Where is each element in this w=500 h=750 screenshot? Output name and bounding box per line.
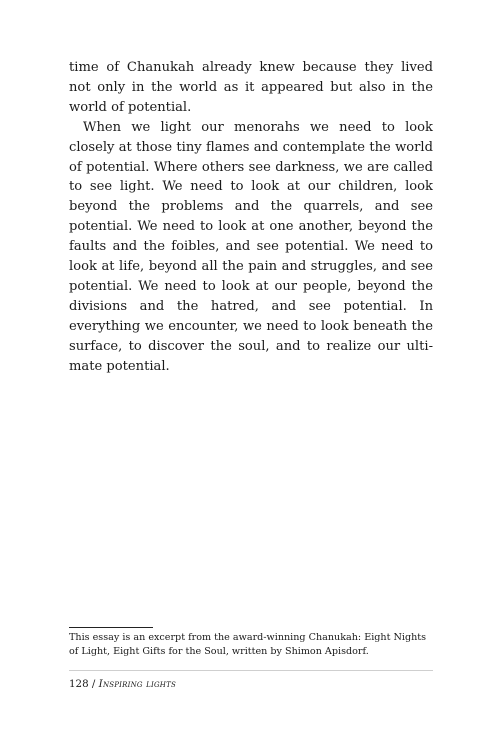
page-number: 128 <box>69 678 89 690</box>
footnote-divider <box>69 627 153 628</box>
body-paragraph-menorahs: When we light our menorahs we need to look closely at those tiny flames and contemplate the world of potential. Where others see darkness, we are called to see light. We need to look at our children, look beyond the problems and the quarrels, and see potential. We need to look at one another, beyond the faults and the foibles, and see potential. We need to look at life, beyond all the pain and struggles, and see potential. We need to look at our people, beyond the divisions and the hatred, and see potential. In everything we encounter, we need to look beneath the surface, to discover the soul, and to realize our ultimate potential. <box>69 119 433 374</box>
page-body <box>69 58 433 377</box>
footnote-text: This essay is an excerpt from the award-winning Chanukah: Eight Nights of Light, Eight Gifts for the Soul, written by Shimon Apisdorf. <box>69 632 427 657</box>
footer-separator: / <box>88 678 99 690</box>
page-footer <box>69 677 176 691</box>
body-paragraph-continued: time of Chanukah already knew because they lived not only in the world as it appeared but also in the world of potential. <box>69 60 433 115</box>
running-title: Inspiring lights <box>98 678 176 690</box>
footer-divider <box>69 670 433 671</box>
